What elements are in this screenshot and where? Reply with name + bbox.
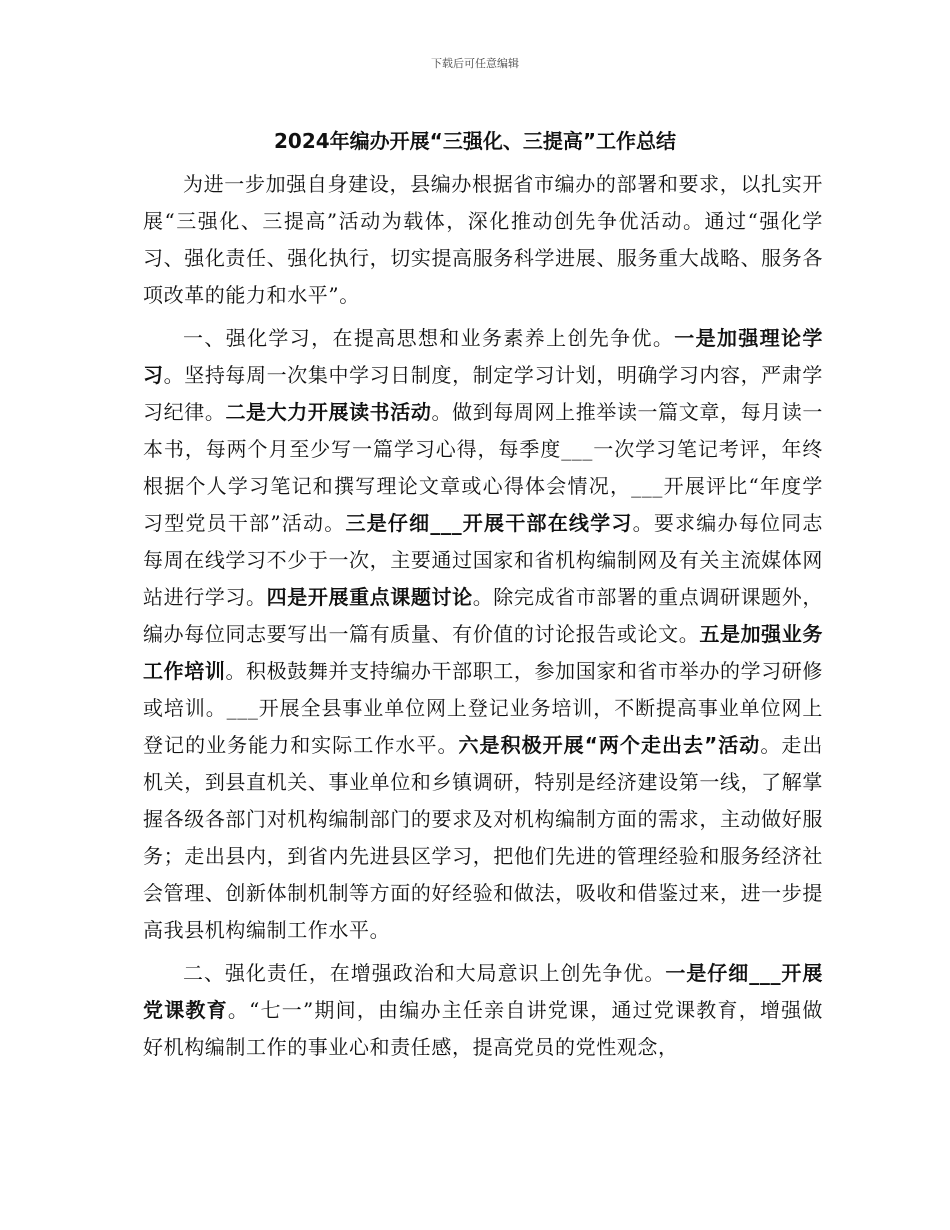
point-heading: 六是积极开展“两个走出去”活动	[458, 733, 761, 757]
point-text: 。走出机关，到县直机关、事业单位和乡镇调研，特别是经济建设第一线，了解掌握各级各部门对机构编制部门的要求及对机构编制方面的需求，主动做好服务；走出县内，到省内先进县区学习，把他们先进的管理经验和服务经济社会管理、创新体制机制等方面的好经验和做法，吸收和借鉴过来，进一步提高我县机构编制工作水平。	[143, 733, 823, 942]
point-heading: 四是开展重点课题讨论	[266, 585, 473, 609]
point-heading: 一是加强理论学习	[143, 326, 823, 387]
document-title: 2024年编办开展“三强化、三提高”工作总结	[274, 129, 676, 153]
paragraph-section-1	[143, 320, 823, 949]
point-text: 。除完成省市部署的重点调研课题外，编办每位同志要写出一篇有质量、有价值的讨论报告或论文。	[143, 585, 823, 646]
point-text: 。坚持每周一次集中学习日制度，制定学习计划，明确学习内容，严肃学习纪律。	[143, 363, 823, 424]
section-heading: 二、强化责任，在增强政治和大局意识上创先争优。	[183, 961, 666, 985]
point-heading: 二是大力开展读书活动	[225, 400, 432, 424]
document-body	[143, 166, 823, 1072]
paragraph-text: 为进一步加强自身建设，县编办根据省市编办的部署和要求，以扎实开展“三强化、三提高”活动为载体，深化推动创先争优活动。通过“强化学习、强化责任、强化执行，切实提高服务科学进展、服务重大战略、服务各项改革的能力和水平”。	[143, 172, 823, 307]
point-heading: 三是仔细___开展干部在线学习	[345, 511, 633, 535]
point-text: 。“七一”期间，由编办主任亲自讲党课，通过党课教育，增强做好机构编制工作的事业心和责任感，提高党员的党性观念，	[143, 998, 823, 1059]
paragraph-section-2	[143, 955, 823, 1066]
point-heading: 一是仔细___开展党课教育	[143, 961, 823, 1022]
paragraph-intro	[143, 166, 823, 314]
section-heading: 一、强化学习，在提高思想和业务素养上创先争优。	[183, 326, 675, 350]
header-note: 下载后可任意编辑	[431, 57, 519, 70]
point-text: 。做到每周网上推举读一篇文章，每月读一本书，每两个月至少写一篇学习心得，每季度___一次学习笔记考评，年终根据个人学习笔记和撰写理论文章或心得体会情况，___开展评比“年度学习型党员干部”活动。	[143, 400, 824, 535]
point-text: 。要求编办每位同志每周在线学习不少于一次，主要通过国家和省机构编制网及有关主流媒体网站进行学习。	[143, 511, 824, 609]
point-heading: 五是加强业务工作培训	[143, 622, 823, 683]
point-text: 。积极鼓舞并支持编办干部职工，参加国家和省市举办的学习研修或培训。___开展全县事业单位网上登记业务培训，不断提高事业单位网上登记的业务能力和实际工作水平。	[143, 659, 824, 757]
